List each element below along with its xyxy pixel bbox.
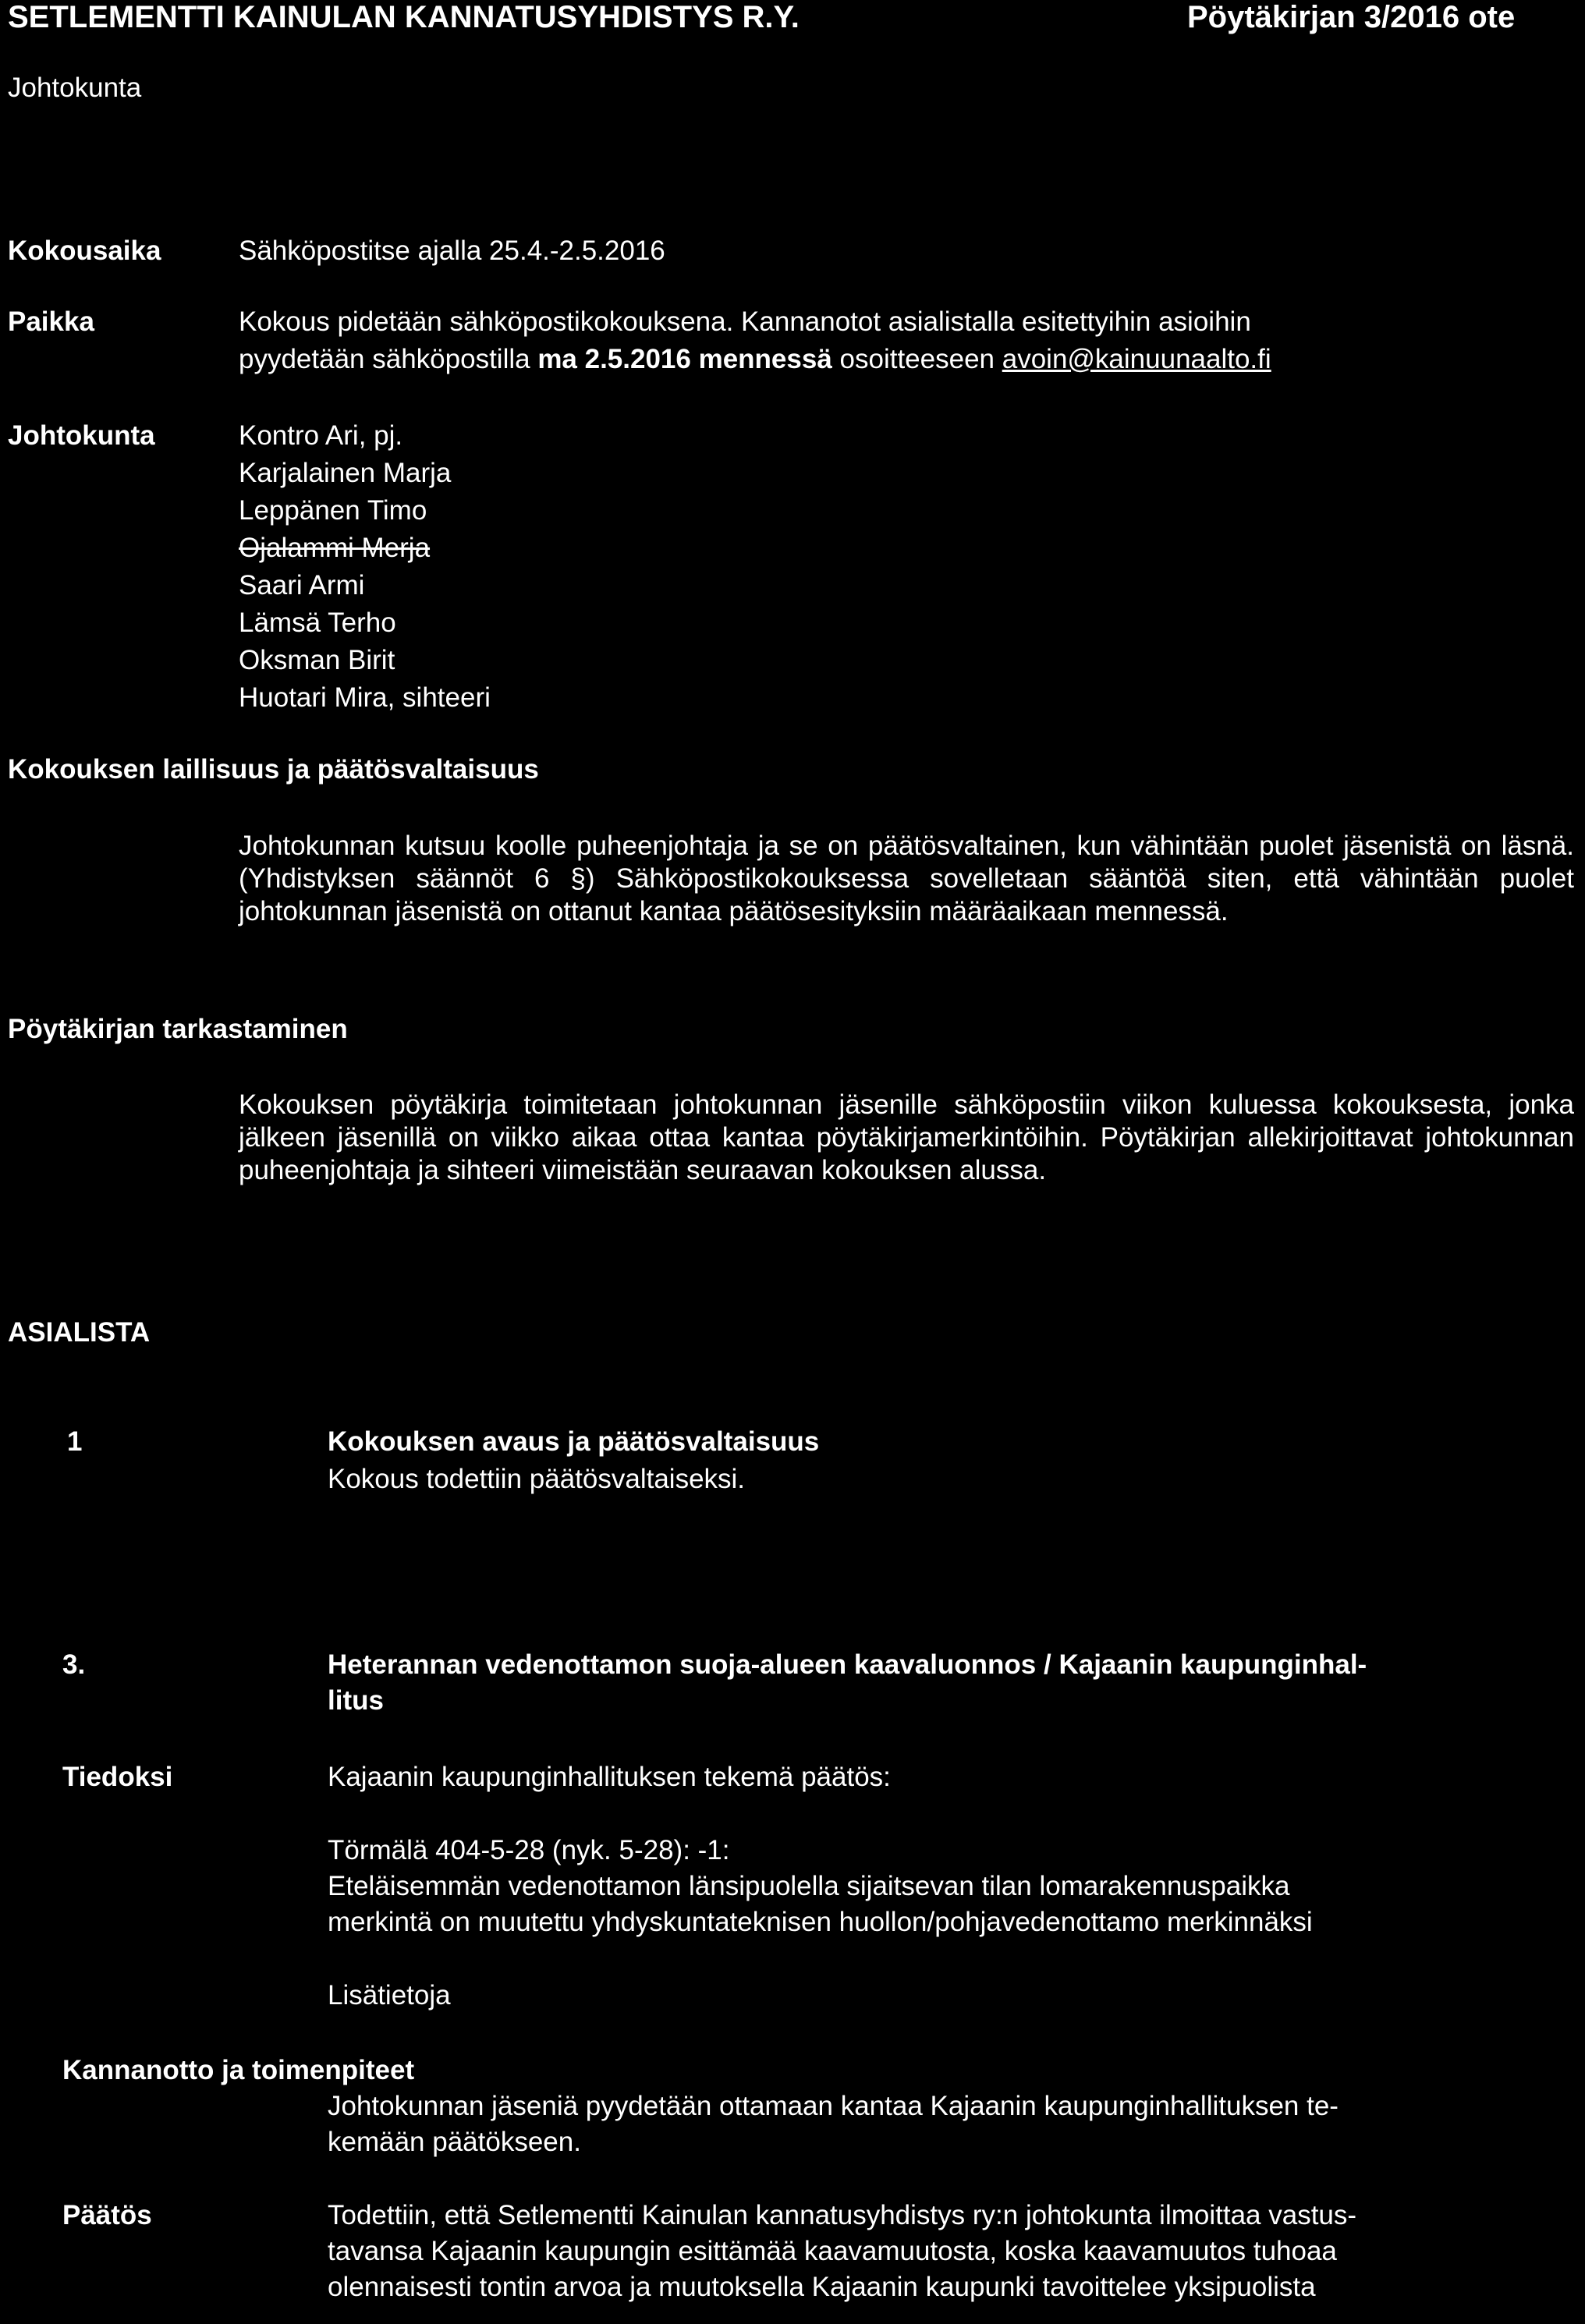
board-member: Kontro Ari, pj. [239, 420, 403, 451]
meeting-place-line1: Kokous pidetään sähköpostikokouksena. Kannanotot asialistalla esitettyihin asioihin [239, 306, 1251, 337]
agenda-item-text: Kokous todettiin päätösvaltaiseksi. [328, 1464, 746, 1494]
board-label: Johtokunta [8, 420, 155, 451]
place-text-c: osoitteeseen [832, 344, 1002, 374]
deadline-text: ma 2.5.2016 mennessä [537, 344, 832, 374]
agenda-heading: ASIALISTA [8, 1317, 151, 1348]
agenda-item-number: 3. [62, 1649, 86, 1680]
place-text-a: pyydetään sähköpostilla [239, 344, 538, 374]
meeting-place-label: Paikka [8, 306, 94, 337]
agenda-item-title: Kokouksen avaus ja päätösvaltaisuus [328, 1426, 820, 1457]
board-member: Karjalainen Marja [239, 458, 452, 488]
detail-line2: Eteläisemmän vedenottamon länsipuolella sijaitsevan tilan lomarakennuspaikka [328, 1871, 1290, 1901]
email-link[interactable]: avoin@kainuunaalto.fi [1002, 344, 1271, 374]
more-info-text: Lisätietoja [328, 1980, 451, 2010]
detail-line3: merkintä on muutettu yhdyskuntateknisen huollon/pohjavedenottamo merkinnäksi [328, 1907, 1313, 1937]
detail-line1: Törmälä 404-5-28 (nyk. 5-28): -1: [328, 1835, 730, 1865]
board-member: Huotari Mira, sihteeri [239, 682, 491, 713]
decision-line3: olennaisesti tontin arvoa ja muutoksella Kajaanin kaupunki tavoittelee yksipuolista [328, 2272, 1316, 2302]
decision-line2: tavansa Kajaanin kaupungin esittämää kaavamuutosta, koska kaavamuutos tuhoaa [328, 2236, 1337, 2266]
meeting-time-value: Sähköpostitse ajalla 25.4.-2.5.2016 [239, 236, 665, 266]
stance-line2: kemään päätökseen. [328, 2127, 581, 2157]
decision-label: Päätös [62, 2200, 152, 2230]
stance-line1: Johtokunnan jäseniä pyydetään ottamaan kantaa Kajaanin kaupunginhallituksen te- [328, 2091, 1339, 2121]
board-member: Oksman Birit [239, 645, 395, 675]
organization-name: SETLEMENTTI KAINULAN KANNATUSYHDISTYS R.Y. [8, 0, 800, 34]
document-reference: Pöytäkirjan 3/2016 ote [1187, 0, 1516, 34]
board-member-struck: Ojalammi Merja [239, 533, 431, 563]
legality-text: Johtokunnan kutsuu koolle puheenjohtaja ja se on päätösvaltainen, kun vähintään puolet jäsenistä on läsnä. (Yhdistyksen säännöt 6 §) Sähköpostikokouksessa sovelletaan sääntöä siten, että vähintään puolet johtokunnan jäsenistä on ottanut kantaa päätösesityksiin määräaikaan mennessä. [239, 831, 1574, 926]
stance-heading: Kannanotto ja toimenpiteet [62, 2055, 415, 2085]
board-member: Leppänen Timo [239, 495, 427, 526]
meeting-place-line2 [239, 343, 1271, 376]
legality-heading: Kokouksen laillisuus ja päätösvaltaisuus [8, 754, 539, 785]
agenda-item-number: 1 [67, 1426, 83, 1457]
decision-line1: Todettiin, että Setlementti Kainulan kannatusyhdistys ry:n johtokunta ilmoittaa vastus- [328, 2200, 1357, 2230]
meeting-time-label: Kokousaika [8, 236, 161, 266]
document-subtitle: Johtokunta [8, 73, 142, 103]
info-text: Kajaanin kaupunginhallituksen tekemä päätös: [328, 1762, 891, 1792]
info-label: Tiedoksi [62, 1762, 173, 1792]
agenda-item-title-line2: litus [328, 1685, 384, 1716]
minutes-check-text: Kokouksen pöytäkirja toimitetaan johtokunnan jäsenille sähköpostiin viikon kuluessa kokouksesta, jonka jälkeen jäsenillä on viikko aikaa ottaa kantaa pöytäkirjamerkintöihin. Pöytäkirjan allekirjoittavat johtokunnan puheenjohtaja ja sihteeri viimeistään seuraavan kokouksen alussa. [239, 1089, 1574, 1185]
board-member: Saari Armi [239, 570, 365, 600]
board-member: Lämsä Terho [239, 608, 396, 638]
agenda-item-title-line1: Heterannan vedenottamon suoja-alueen kaavaluonnos / Kajaanin kaupunginhal- [328, 1649, 1367, 1680]
minutes-check-heading: Pöytäkirjan tarkastaminen [8, 1014, 348, 1044]
